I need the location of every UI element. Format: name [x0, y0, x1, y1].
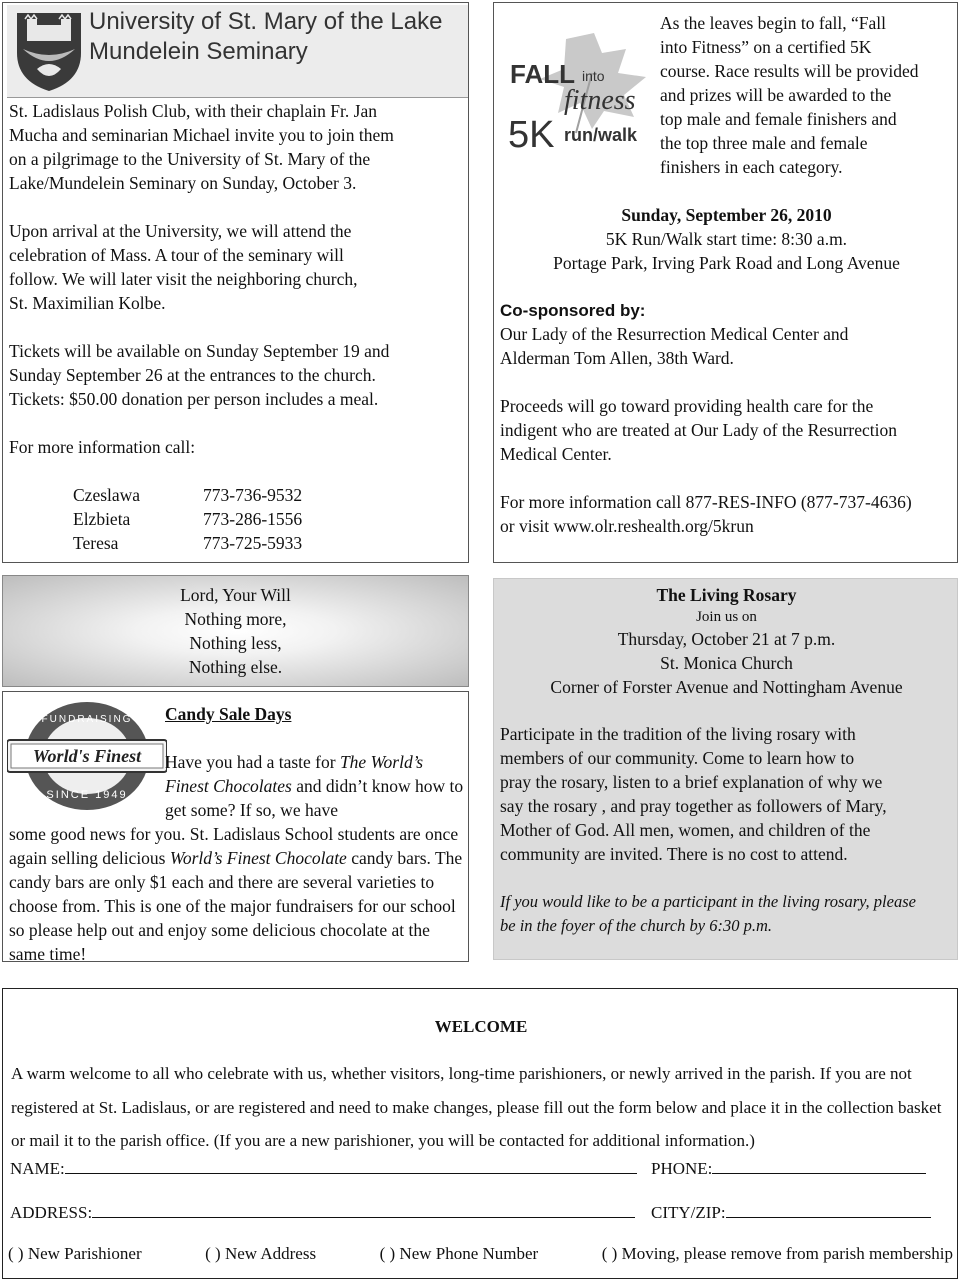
candy-body-b: candy bars. The candy bars are only $1 each and there are several varieties to choose from. This is one of the major fundraisers for our school so please help out and enjoy some delicious chocolate at the same time!	[9, 848, 463, 964]
rosary-title: The Living Rosary	[656, 585, 797, 605]
contact-name: Czeslawa	[73, 485, 141, 505]
worlds-finest-fundraising-logo	[7, 700, 167, 812]
fitness-more-info: For more information call 877-RES-INFO (877-737-4636) or visit www.olr.reshealth.org/5krun	[500, 492, 912, 536]
rosary-join: Join us on	[696, 609, 757, 625]
candy-body	[9, 822, 465, 966]
pilgrimage-tickets: Tickets will be available on Sunday September 19 and Sunday September 26 at the entrances to the church. Tickets: $50.00 donation per person includes a meal.	[9, 341, 390, 409]
logo-fall: FALL	[510, 59, 575, 89]
option-moving[interactable]: ( ) Moving, please remove from parish membership	[601, 1244, 953, 1263]
rosary-note: If you would like to be a participant in the living rosary, please be in the foyer of the church by 6:30 p.m.	[500, 892, 916, 935]
phone-label: PHONE:	[651, 1159, 713, 1178]
fitness-start-time: 5K Run/Walk start time: 8:30 a.m.	[605, 229, 848, 249]
pilgrimage-info-call: For more information call:	[9, 437, 196, 457]
fitness-proceeds: Proceeds will go toward providing health care for the indigent who are treated at Our Lady of the Resurrection Medical Center.	[500, 396, 898, 464]
name-label: NAME:	[10, 1159, 65, 1178]
rosary-when: Thursday, October 21 at 7 p.m.	[617, 629, 836, 649]
candy-sale-title: Candy Sale Days	[165, 704, 292, 724]
pilgrimage-itinerary: Upon arrival at the University, we will attend the celebration of Mass. A tour of the seminary will follow. We will later visit the neighboring church, St. Maximilian Kolbe.	[9, 221, 358, 313]
phone-line[interactable]	[712, 1159, 926, 1174]
seminary-header	[7, 5, 468, 98]
contact-phone: 773-736-9532	[203, 485, 303, 505]
registration-options	[8, 1244, 953, 1264]
name-field[interactable]	[10, 1159, 637, 1179]
contact-name: Teresa	[73, 533, 119, 553]
option-new-address[interactable]: ( ) New Address	[205, 1244, 317, 1263]
university-name	[89, 7, 442, 67]
city-zip-label: CITY/ZIP:	[651, 1203, 726, 1222]
seminary-crest-icon	[13, 9, 85, 93]
logo-since-1949: SINCE 1949	[46, 789, 128, 801]
fitness-date: Sunday, September 26, 2010	[621, 205, 832, 225]
logo-run-walk: run/walk	[564, 125, 638, 145]
city-zip-line[interactable]	[726, 1203, 931, 1218]
prayer-box	[2, 575, 469, 687]
candy-intro-a: Have you had a taste for	[165, 752, 340, 772]
fitness-intro: As the leaves begin to fall, “Fall into Fitness” on a certified 5K course. Race results will be provided and prizes will be awarded to the top male and female finishers and the top three male and female finishers in each category.	[660, 13, 919, 177]
address-label: ADDRESS:	[10, 1203, 93, 1222]
logo-fundraising: FUNDRAISING	[41, 714, 133, 725]
rosary-where: Corner of Forster Avenue and Nottingham Avenue	[550, 677, 903, 697]
pilgrimage-invite: St. Ladislaus Polish Club, with their chaplain Fr. Jan Mucha and seminarian Michael invite you to join them on a pilgrimage to the University of St. Mary of the Lake/Mundelein Seminary on Sunday, October 3.	[9, 101, 394, 193]
rosary-header	[494, 583, 959, 699]
name-line[interactable]	[65, 1159, 637, 1174]
logo-fitness: fitness	[564, 85, 636, 116]
university-name-line1: University of St. Mary of the Lake	[89, 8, 443, 35]
fall-into-fitness-logo	[506, 33, 656, 163]
candy-sale-box	[2, 691, 469, 962]
contact-phone: 773-725-5933	[203, 533, 303, 553]
candy-intro	[165, 750, 465, 822]
logo-worlds-finest: World's Finest	[32, 746, 142, 766]
rosary-church: St. Monica Church	[660, 653, 793, 673]
fitness-location: Portage Park, Irving Park Road and Long Avenue	[553, 253, 900, 273]
university-name-line2: Mundelein Seminary	[89, 38, 308, 65]
candy-intro-b: and didn’t know how to get some? If so, we have	[165, 776, 464, 820]
cosponsor-label: Co-sponsored by:	[500, 301, 646, 320]
fitness-box	[493, 2, 958, 563]
candy-body-em: World’s Finest Chocolate	[169, 848, 347, 868]
option-new-phone[interactable]: ( ) New Phone Number	[379, 1244, 539, 1263]
logo-5k: 5K	[508, 114, 555, 156]
rosary-body: Participate in the tradition of the living rosary with members of our community. Come to learn how to pray the rosary, listen to a brief explanation of why we say the rosary , and pray together as followers of Mary, Mother of God. All men, women, and children of the community are invited. There is no cost to attend.	[500, 724, 887, 864]
city-zip-field[interactable]	[651, 1203, 931, 1223]
candy-body-a: some good news for you. St. Ladislaus School students are once again selling delicious	[9, 824, 459, 868]
phone-field[interactable]	[651, 1159, 926, 1179]
welcome-title: WELCOME	[434, 1017, 528, 1036]
welcome-box	[2, 988, 958, 1279]
contact-phone: 773-286-1556	[203, 509, 303, 529]
address-field[interactable]	[10, 1203, 635, 1223]
contact-name: Elzbieta	[73, 509, 131, 529]
prayer-text: Lord, Your Will Nothing more, Nothing less, Nothing else.	[180, 585, 291, 677]
logo-into: into	[582, 68, 605, 84]
cosponsor-text: Our Lady of the Resurrection Medical Center and Alderman Tom Allen, 38th Ward.	[500, 324, 849, 368]
candy-intro-em: The World’s Finest Chocolates	[165, 752, 424, 796]
pilgrimage-box	[2, 2, 469, 563]
address-line[interactable]	[92, 1203, 635, 1218]
option-new-parishioner[interactable]: ( ) New Parishioner	[8, 1244, 142, 1263]
welcome-text: A warm welcome to all who celebrate with us, whether visitors, long-time parishioners, or newly arrived in the parish. If you are not registered at St. Ladislaus, or are registered and need to make changes, please fill out the form below and place it in the collection basket or mail it to the parish office. (If you are a new parishioner, you will be contacted for additional information.)	[11, 1064, 942, 1150]
living-rosary-box	[493, 578, 958, 960]
